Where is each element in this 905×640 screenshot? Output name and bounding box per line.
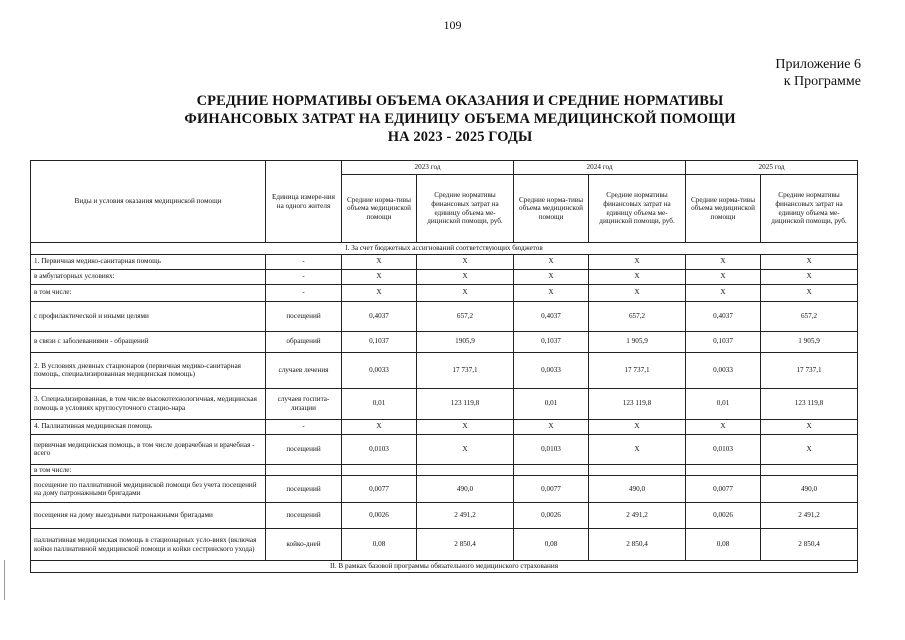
- row-cost-value: X: [589, 419, 686, 434]
- section-row: [31, 243, 858, 255]
- table-row: [31, 529, 858, 561]
- row-cost-value: X: [417, 254, 514, 269]
- row-cost-value: X: [761, 434, 858, 464]
- row-cost-value: X: [589, 269, 686, 284]
- row-cost-value: 123 119,8: [417, 388, 514, 419]
- row-cost-value: 657,2: [761, 301, 858, 331]
- section-1-label: I. За счет бюджетных ассигнований соответствующих бюджетов: [31, 243, 858, 255]
- row-cost-value: 490,0: [589, 476, 686, 503]
- table-row: [31, 419, 858, 434]
- table-row: [31, 388, 858, 419]
- row-cost-value: [761, 464, 858, 476]
- row-name: 3. Специализированная, в том числе высокотехнологичная, медицинская помощь в условиях круглосуточного стацио-нара: [31, 388, 266, 419]
- row-cost-value: X: [589, 434, 686, 464]
- row-cost-value: X: [417, 284, 514, 301]
- row-name: 1. Первичная медико-санитарная помощь: [31, 254, 266, 269]
- section-row: [31, 561, 858, 573]
- row-volume-value: 0,0033: [514, 352, 589, 388]
- row-cost-value: X: [589, 284, 686, 301]
- header-cost: Средние нормативы финансовых затрат на единицу объема ме-дицинской помощи, руб.: [417, 175, 514, 243]
- row-unit: обращений: [266, 331, 342, 352]
- row-volume-value: X: [342, 284, 417, 301]
- header-cost: Средние нормативы финансовых затрат на единицу объема ме-дицинской помощи, руб.: [761, 175, 858, 243]
- row-cost-value: X: [761, 419, 858, 434]
- row-volume-value: X: [342, 269, 417, 284]
- row-volume-value: 0,0103: [686, 434, 761, 464]
- row-cost-value: 1 905,9: [589, 331, 686, 352]
- header-cost: Средние нормативы финансовых затрат на единицу объема ме-дицинской помощи, руб.: [589, 175, 686, 243]
- row-cost-value: X: [417, 269, 514, 284]
- header-type: Виды и условия оказания медицинской помощи: [31, 161, 266, 243]
- row-cost-value: 17 737,1: [417, 352, 514, 388]
- row-unit: посещений: [266, 503, 342, 529]
- row-volume-value: 0,1037: [514, 331, 589, 352]
- row-volume-value: 0,4037: [514, 301, 589, 331]
- row-cost-value: X: [761, 254, 858, 269]
- row-name: паллиативная медицинская помощь в стационарных усло-виях (включая койки паллиативной медицинской помощи и койки сестринского ухода): [31, 529, 266, 561]
- row-name: в том числе:: [31, 284, 266, 301]
- section-2-label: II. В рамках базовой программы обязательного медицинского страхования: [31, 561, 858, 573]
- table-row: [31, 476, 858, 503]
- row-cost-value: 123 119,8: [761, 388, 858, 419]
- row-cost-value: 2 491,2: [761, 503, 858, 529]
- row-volume-value: 0,0026: [514, 503, 589, 529]
- row-name: 4. Паллиативная медицинская помощь: [31, 419, 266, 434]
- row-volume-value: X: [514, 419, 589, 434]
- page-number: 109: [443, 18, 462, 32]
- row-unit: посещений: [266, 434, 342, 464]
- row-volume-value: [514, 464, 589, 476]
- row-volume-value: 0,0026: [686, 503, 761, 529]
- row-cost-value: 490,0: [761, 476, 858, 503]
- header-year-2023: 2023 год: [342, 161, 514, 175]
- row-unit: посещений: [266, 476, 342, 503]
- row-unit: [266, 464, 342, 476]
- row-volume-value: X: [514, 254, 589, 269]
- appendix-line-2: к Программе: [783, 74, 861, 89]
- row-volume-value: [686, 464, 761, 476]
- row-unit: посещений: [266, 301, 342, 331]
- row-volume-value: 0,0077: [514, 476, 589, 503]
- row-cost-value: X: [417, 434, 514, 464]
- row-cost-value: 490,0: [417, 476, 514, 503]
- norms-table: [30, 160, 858, 573]
- row-cost-value: X: [761, 284, 858, 301]
- row-volume-value: [342, 464, 417, 476]
- row-volume-value: 0,08: [514, 529, 589, 561]
- header-volume: Средние норма-тивы объема медицинской помощи: [514, 175, 589, 243]
- row-volume-value: 0,0033: [686, 352, 761, 388]
- table-row: [31, 301, 858, 331]
- row-cost-value: [589, 464, 686, 476]
- table-row: [31, 503, 858, 529]
- row-volume-value: X: [514, 284, 589, 301]
- title-line-2: ФИНАНСОВЫХ ЗАТРАТ НА ЕДИНИЦУ ОБЪЕМА МЕДИЦИНСКОЙ ПОМОЩИ: [184, 111, 736, 127]
- row-volume-value: 0,1037: [686, 331, 761, 352]
- row-volume-value: 0,0077: [342, 476, 417, 503]
- row-cost-value: X: [761, 269, 858, 284]
- row-volume-value: X: [342, 254, 417, 269]
- row-cost-value: 1 905,9: [761, 331, 858, 352]
- title-line-1: СРЕДНИЕ НОРМАТИВЫ ОБЪЕМА ОКАЗАНИЯ И СРЕДНИЕ НОРМАТИВЫ: [196, 93, 724, 109]
- row-cost-value: 123 119,8: [589, 388, 686, 419]
- row-volume-value: 0,0026: [342, 503, 417, 529]
- row-cost-value: 2 850,4: [589, 529, 686, 561]
- row-cost-value: 17 737,1: [761, 352, 858, 388]
- row-name: посещение по паллиативной медицинской помощи без учета посещений на дому патронажными бригадами: [31, 476, 266, 503]
- header-volume: Средние норма-тивы объема медицинской помощи: [686, 175, 761, 243]
- row-volume-value: 0,08: [686, 529, 761, 561]
- table-row: [31, 464, 858, 476]
- header-year-2025: 2025 год: [686, 161, 858, 175]
- row-cost-value: 2 491,2: [589, 503, 686, 529]
- row-volume-value: 0,4037: [686, 301, 761, 331]
- row-volume-value: X: [342, 419, 417, 434]
- row-name: в связи с заболеваниями - обращений: [31, 331, 266, 352]
- row-volume-value: 0,1037: [342, 331, 417, 352]
- margin-mark: [4, 560, 7, 600]
- row-unit: случаев госпита-лизации: [266, 388, 342, 419]
- document-title: [150, 92, 770, 146]
- row-cost-value: 1905,9: [417, 331, 514, 352]
- row-cost-value: 2 850,4: [761, 529, 858, 561]
- row-cost-value: 657,2: [417, 301, 514, 331]
- table-row: [31, 331, 858, 352]
- table-row: [31, 284, 858, 301]
- row-volume-value: 0,0077: [686, 476, 761, 503]
- row-cost-value: [417, 464, 514, 476]
- row-volume-value: X: [686, 269, 761, 284]
- table-row: [31, 352, 858, 388]
- row-name: в том числе:: [31, 464, 266, 476]
- title-line-3: НА 2023 - 2025 ГОДЫ: [387, 129, 533, 145]
- row-cost-value: X: [589, 254, 686, 269]
- row-cost-value: 2 850,4: [417, 529, 514, 561]
- row-unit: случаев лечения: [266, 352, 342, 388]
- row-volume-value: 0,01: [342, 388, 417, 419]
- row-volume-value: 0,0103: [342, 434, 417, 464]
- row-unit: койко-дней: [266, 529, 342, 561]
- appendix-line-1: Приложение 6: [775, 57, 861, 72]
- row-name: первичная медицинская помощь, в том числе доврачебная и врачебная - всего: [31, 434, 266, 464]
- row-volume-value: 0,08: [342, 529, 417, 561]
- row-cost-value: 2 491,2: [417, 503, 514, 529]
- header-unit: Единица измере-ния на одного жителя: [266, 161, 342, 243]
- table-row: [31, 254, 858, 269]
- row-volume-value: 0,0103: [514, 434, 589, 464]
- row-volume-value: 0,4037: [342, 301, 417, 331]
- row-volume-value: 0,01: [686, 388, 761, 419]
- row-volume-value: X: [514, 269, 589, 284]
- row-cost-value: X: [417, 419, 514, 434]
- row-volume-value: 0,01: [514, 388, 589, 419]
- header-year-2024: 2024 год: [514, 161, 686, 175]
- row-name: посещения на дому выездными патронажными бригадами: [31, 503, 266, 529]
- row-cost-value: 657,2: [589, 301, 686, 331]
- appendix-label: [775, 56, 861, 90]
- header-volume: Средние норма-тивы объема медицинской помощи: [342, 175, 417, 243]
- row-volume-value: X: [686, 254, 761, 269]
- row-volume-value: X: [686, 419, 761, 434]
- table-row: [31, 434, 858, 464]
- row-unit: -: [266, 269, 342, 284]
- row-unit: -: [266, 419, 342, 434]
- row-volume-value: 0,0033: [342, 352, 417, 388]
- row-name: в амбулаторных условиях:: [31, 269, 266, 284]
- row-unit: -: [266, 254, 342, 269]
- row-unit: -: [266, 284, 342, 301]
- row-name: 2. В условиях дневных стационаров (первичная медико-санитарная помощь, специализированная медицинская помощь): [31, 352, 266, 388]
- row-volume-value: X: [686, 284, 761, 301]
- row-name: с профилактической и иными целями: [31, 301, 266, 331]
- table-row: [31, 269, 858, 284]
- row-cost-value: 17 737,1: [589, 352, 686, 388]
